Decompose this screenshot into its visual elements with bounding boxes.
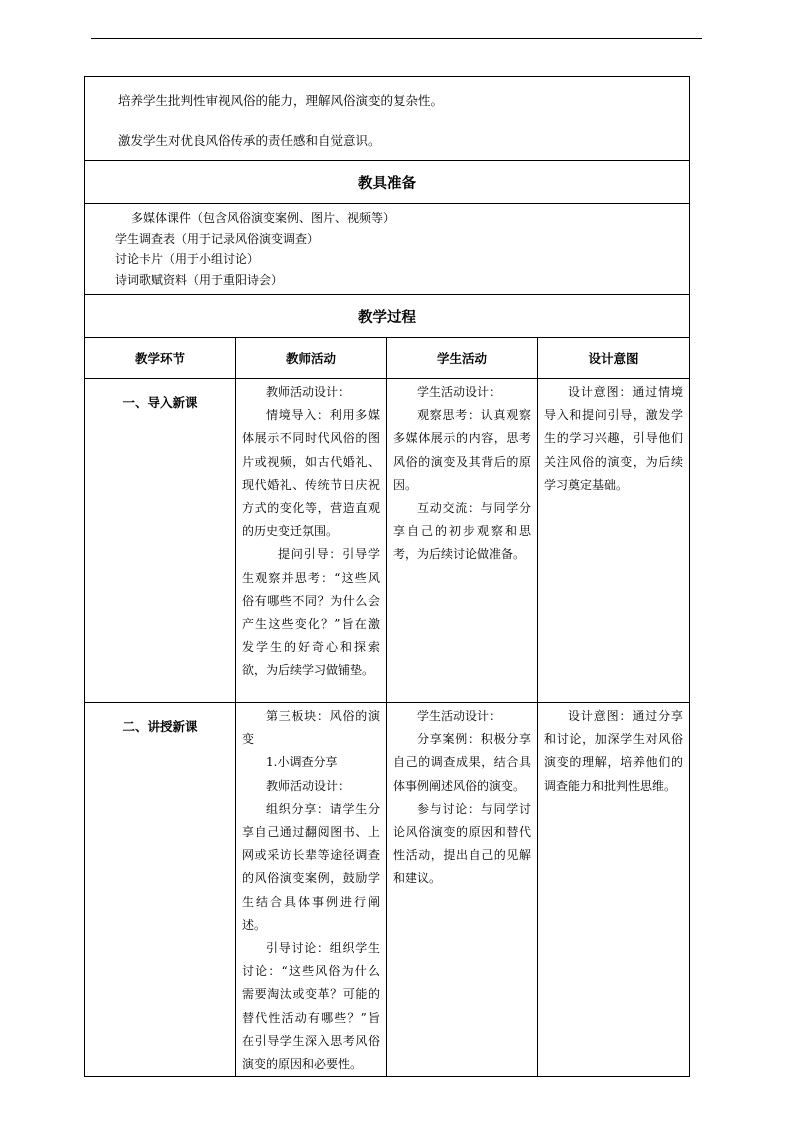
intent-paragraph: 设计意图：通过情境导入和提问引导，激发学生的学习兴趣，引导他们关注风俗的演变，为后续学习奠定基础。 <box>544 385 684 492</box>
teacher-paragraph: 教师活动设计： <box>266 778 351 793</box>
col-header-student: 学生活动 <box>387 338 538 379</box>
teacher-activity-cell <box>236 379 387 703</box>
material-item: 学生调查表（用于记录风俗演变调查） <box>115 231 320 246</box>
material-item: 讨论卡片（用于小组讨论） <box>115 252 260 266</box>
goal-line-2: 激发学生对优良风俗传承的责任感和自觉意识。 <box>118 133 381 148</box>
table-row <box>85 703 690 1077</box>
intent-paragraph: 设计意图：通过分享和讨论，加深学生对风俗演变的理解，培养他们的调查能力和批判性思维。 <box>544 709 684 793</box>
header-rule <box>91 38 702 39</box>
column-header-row <box>85 338 690 379</box>
teacher-paragraph: 第三板块：风俗的演变 <box>242 709 380 747</box>
table-row <box>85 379 690 703</box>
goal-line-1: 培养学生批判性审视风俗的能力，理解风俗演变的复杂性。 <box>118 93 444 108</box>
process-heading: 教学过程 <box>85 295 690 338</box>
student-activity-cell <box>387 703 538 1077</box>
student-paragraph: 互动交流：与同学分享自己的初步观察和思考，为后续讨论做准备。 <box>393 501 531 562</box>
materials-heading: 教具准备 <box>85 161 690 204</box>
col-header-stage: 教学环节 <box>85 338 236 379</box>
design-intent-cell <box>538 379 690 703</box>
material-item: 多媒体课件（包含风俗演变案例、图片、视频等） <box>131 211 396 225</box>
teacher-activity-cell <box>236 703 387 1077</box>
teacher-paragraph: 1.小调查分享 <box>266 755 338 770</box>
student-activity-cell <box>387 379 538 703</box>
goals-row <box>85 77 690 161</box>
teacher-paragraph: 情境导入：利用多媒体展示不同时代风俗的图片或视频，如古代婚礼、现代婚礼、传统节日庆祝方式的变化等，营造直观的历史变迁氛围。 <box>242 408 380 539</box>
teacher-paragraph: 引导讨论：组织学生讨论：“这些风俗为什么需要淘汰或变革？可能的替代性活动有哪些？”旨在引导学生深入思考风俗演变的原因和必要性。 <box>242 941 380 1072</box>
materials-list <box>85 204 690 295</box>
design-intent-cell <box>538 703 690 1077</box>
material-item: 诗词歌赋资料（用于重阳诗会） <box>115 272 284 287</box>
student-paragraph: 学生活动设计： <box>417 385 502 399</box>
student-paragraph: 参与讨论：与同学讨论风俗演变的原因和替代性活动，提出自己的见解和建议。 <box>393 801 531 886</box>
student-paragraph: 学生活动设计： <box>417 709 502 723</box>
teacher-paragraph: 提问引导：引导学生观察并思考：“这些风俗有哪些不同？为什么会产生这些变化？”旨在激发学生的好奇心和探索欲，为后续学习做铺垫。 <box>242 547 380 678</box>
goals-cell <box>85 77 690 161</box>
student-paragraph: 分享案例：积极分享自己的调查成果，结合具体事例阐述风俗的演变。 <box>393 732 531 793</box>
col-header-intent: 设计意图 <box>538 338 690 379</box>
student-paragraph: 观察思考：认真观察多媒体展示的内容，思考风俗的演变及其背后的原因。 <box>393 408 531 492</box>
stage-label: 一、导入新课 <box>85 379 236 703</box>
teacher-paragraph: 教师活动设计： <box>266 385 351 399</box>
col-header-teacher: 教师活动 <box>236 338 387 379</box>
teacher-paragraph: 组织分享：请学生分享自己通过翻阅图书、上网或采访长辈等途径调查的风俗演变案例，鼓励学生结合具体事例进行阐述。 <box>242 801 380 932</box>
stage-label: 二、讲授新课 <box>85 703 236 1077</box>
lesson-plan-table <box>84 76 690 1077</box>
